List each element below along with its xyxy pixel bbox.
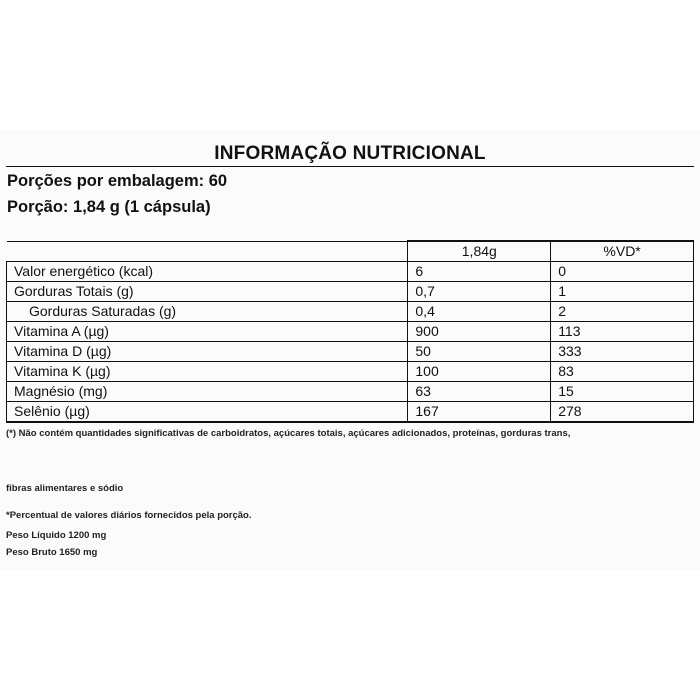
nutrient-daily-value: 278 bbox=[551, 402, 694, 423]
nutrient-daily-value: 0 bbox=[551, 262, 694, 282]
net-weight: Peso Líquido 1200 mg bbox=[6, 530, 107, 541]
table-row bbox=[7, 342, 694, 362]
nutrient-daily-value: 1 bbox=[551, 282, 694, 302]
nutrient-daily-value: 113 bbox=[551, 322, 694, 342]
nutrient-amount: 900 bbox=[408, 322, 551, 342]
nutrient-name: Selênio (µg) bbox=[7, 402, 408, 423]
table-row bbox=[7, 302, 694, 322]
table-row bbox=[7, 262, 694, 282]
header-amount: 1,84g bbox=[408, 241, 551, 262]
nutrient-name: Vitamina A (µg) bbox=[7, 322, 408, 342]
nutrient-amount: 63 bbox=[408, 382, 551, 402]
nutrient-daily-value: 2 bbox=[551, 302, 694, 322]
nutrient-name: Magnésio (mg) bbox=[7, 382, 408, 402]
nutrient-name: Vitamina K (µg) bbox=[7, 362, 408, 382]
table-row bbox=[7, 282, 694, 302]
header-blank bbox=[7, 241, 408, 262]
nutrient-name: Gorduras Totais (g) bbox=[7, 282, 408, 302]
nutrient-name: Vitamina D (µg) bbox=[7, 342, 408, 362]
nutrition-table bbox=[6, 240, 694, 423]
footnote-not-significant: (*) Não contém quantidades significativas de carboidratos, açúcares totais, açúcares adicionados, proteínas, gorduras trans, bbox=[6, 428, 571, 439]
label-title: INFORMAÇÃO NUTRICIONAL bbox=[214, 143, 486, 164]
servings-per-package: Porções por embalagem: 60 bbox=[7, 172, 228, 190]
nutrient-daily-value: 333 bbox=[551, 342, 694, 362]
table-row bbox=[7, 362, 694, 382]
bottom-whitespace bbox=[0, 570, 700, 700]
top-whitespace bbox=[0, 0, 700, 130]
nutrient-daily-value: 15 bbox=[551, 382, 694, 402]
footnote-daily-value: *Percentual de valores diários fornecidos pela porção. bbox=[6, 510, 252, 521]
nutrient-amount: 100 bbox=[408, 362, 551, 382]
table-row bbox=[7, 402, 694, 423]
nutrient-amount: 0,7 bbox=[408, 282, 551, 302]
footnote-not-significant-cont: fibras alimentares e sódio bbox=[6, 483, 124, 494]
nutrient-name: Valor energético (kcal) bbox=[7, 262, 408, 282]
nutrient-name: Gorduras Saturadas (g) bbox=[7, 302, 408, 322]
nutrient-amount: 167 bbox=[408, 402, 551, 423]
nutrient-amount: 50 bbox=[408, 342, 551, 362]
nutrient-daily-value: 83 bbox=[551, 362, 694, 382]
title-divider bbox=[6, 166, 694, 167]
table-header-row bbox=[7, 241, 694, 262]
header-daily-value: %VD* bbox=[551, 241, 694, 262]
nutrient-amount: 6 bbox=[408, 262, 551, 282]
serving-size: Porção: 1,84 g (1 cápsula) bbox=[7, 198, 211, 216]
gross-weight: Peso Bruto 1650 mg bbox=[6, 547, 98, 558]
table-row bbox=[7, 322, 694, 342]
nutrient-amount: 0,4 bbox=[408, 302, 551, 322]
table-row bbox=[7, 382, 694, 402]
